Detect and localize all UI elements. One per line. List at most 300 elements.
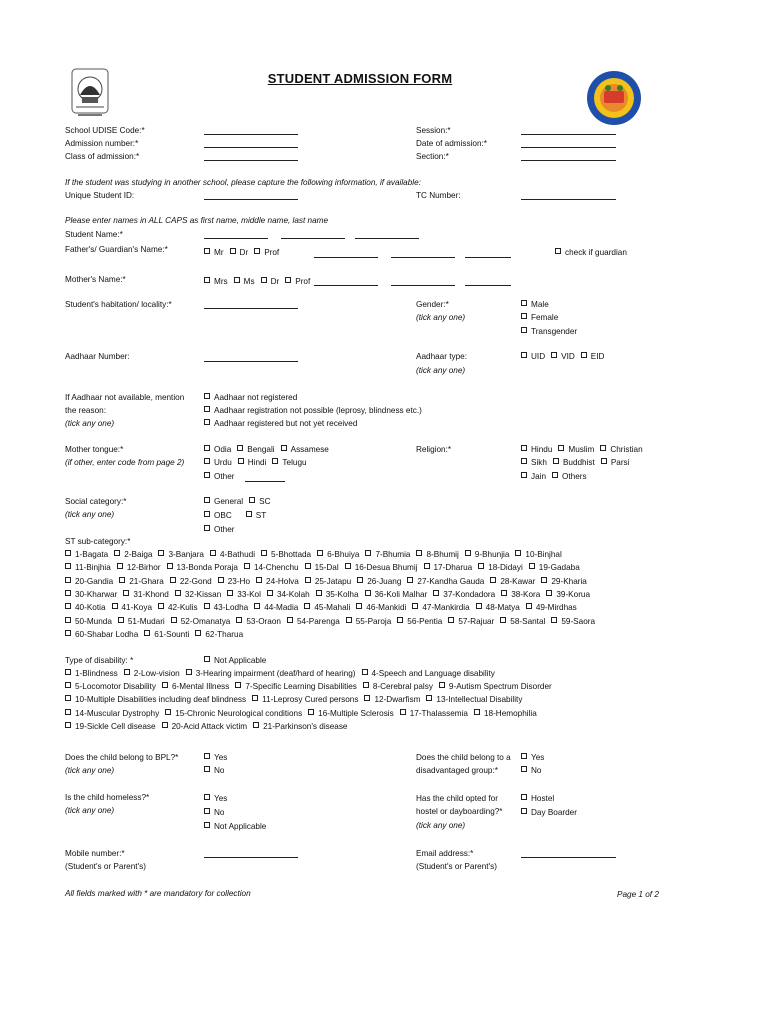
option-row	[65, 617, 601, 627]
checkbox[interactable]	[490, 577, 496, 583]
hostel-option[interactable]	[521, 794, 554, 804]
email-field[interactable]	[521, 857, 616, 858]
checkbox[interactable]	[465, 550, 471, 556]
admission-number-label: Admission number:*	[65, 139, 139, 148]
option-label: 38-Kora	[511, 589, 541, 599]
homeless-yes-option[interactable]	[204, 794, 227, 804]
day-boarder-option[interactable]	[521, 808, 577, 818]
checkbox[interactable]	[316, 590, 322, 596]
option-label: 20-Acid Attack victim	[171, 721, 248, 731]
option-label: 23-Ho	[227, 576, 251, 586]
checkbox[interactable]	[230, 248, 236, 254]
checkbox[interactable]	[365, 590, 371, 596]
checkbox[interactable]	[123, 590, 129, 596]
option-label: Other	[214, 525, 235, 534]
checkbox[interactable]	[238, 458, 244, 464]
checkbox[interactable]	[552, 472, 558, 478]
checkbox[interactable]	[171, 617, 177, 623]
checkbox[interactable]	[474, 709, 480, 715]
option-label: 32-Kissan	[184, 589, 222, 599]
checkbox[interactable]	[204, 277, 210, 283]
checkbox[interactable]	[551, 352, 557, 358]
checkbox[interactable]	[287, 617, 293, 623]
checkbox[interactable]	[308, 709, 314, 715]
option-label: Not Applicable	[214, 822, 267, 831]
option-telugu: Telugu	[282, 458, 307, 467]
date-of-admission-field[interactable]	[521, 147, 616, 148]
checkbox[interactable]	[397, 617, 403, 623]
checkbox[interactable]	[204, 753, 210, 759]
father-name-label: Father's/ Guardian's Name:*	[65, 245, 168, 254]
aadhaar-reason-option-3[interactable]	[204, 419, 357, 429]
checkbox[interactable]	[204, 511, 210, 517]
checkbox[interactable]	[285, 277, 291, 283]
option-label: 51-Mudari	[127, 616, 165, 626]
checkbox[interactable]	[501, 590, 507, 596]
checkbox[interactable]	[65, 630, 71, 636]
option-label: 14-Chenchu	[253, 563, 299, 573]
mother-tongue-other-field[interactable]	[245, 481, 285, 482]
checkbox[interactable]	[521, 753, 527, 759]
option-label: 28-Kawar	[500, 576, 536, 586]
social-category-row-1[interactable]	[204, 497, 277, 507]
checkbox[interactable]	[117, 563, 123, 569]
checkbox[interactable]	[158, 550, 164, 556]
checkbox[interactable]	[521, 766, 527, 772]
checkbox[interactable]	[227, 590, 233, 596]
checkbox[interactable]	[424, 563, 430, 569]
option-vid: VID	[561, 352, 575, 361]
checkbox[interactable]	[244, 563, 250, 569]
gender-female-option[interactable]	[521, 313, 558, 323]
option-label: 18-Didayi	[488, 563, 523, 573]
checkbox[interactable]	[363, 682, 369, 688]
title-mrs: Mrs	[214, 277, 228, 286]
habitation-label: Student's habitation/ locality:*	[65, 300, 172, 309]
checkbox[interactable]	[253, 722, 259, 728]
checkbox[interactable]	[476, 603, 482, 609]
checkbox[interactable]	[65, 669, 71, 675]
option-label: Aadhaar not registered	[214, 393, 298, 402]
title-prof: Prof	[295, 277, 311, 286]
option-label: 3-Banjara	[168, 550, 204, 559]
checkbox[interactable]	[521, 794, 527, 800]
checkbox[interactable]	[195, 630, 201, 636]
bpl-tick-note: (tick any one)	[65, 766, 115, 775]
checkbox[interactable]	[261, 277, 267, 283]
checkbox[interactable]	[500, 617, 506, 623]
checkbox[interactable]	[439, 682, 445, 688]
mobile-owner-note: (Student's or Parent's)	[65, 862, 146, 871]
checkbox[interactable]	[234, 277, 240, 283]
option-label: Aadhaar registered but not yet received	[214, 419, 358, 428]
title-dr: Dr	[239, 248, 249, 257]
checkbox[interactable]	[170, 577, 176, 583]
class-field[interactable]	[204, 160, 298, 161]
bpl-label: Does the child belong to BPL?*	[65, 753, 179, 762]
session-label: Session:*	[416, 126, 451, 135]
checkbox[interactable]	[204, 603, 210, 609]
option-label: 53-Oraon	[246, 616, 281, 626]
checkbox[interactable]	[65, 603, 71, 609]
checkbox[interactable]	[521, 458, 527, 464]
option-eid: EID	[590, 352, 605, 361]
checkbox[interactable]	[204, 794, 210, 800]
checkbox[interactable]	[112, 603, 118, 609]
option-sc: SC	[259, 497, 271, 506]
odisha-emblem-logo	[68, 67, 112, 123]
title-mr: Mr	[214, 248, 224, 257]
bpl-no-option[interactable]	[204, 766, 224, 776]
checkbox[interactable]	[218, 577, 224, 583]
option-label: 8-Bhumij	[426, 550, 459, 559]
checkbox[interactable]	[162, 682, 168, 688]
option-label: 36-Koli Malhar	[374, 589, 428, 599]
page-number: Page 1 of 2	[617, 890, 659, 899]
student-first-name-field[interactable]	[204, 238, 268, 239]
checkbox[interactable]	[256, 577, 262, 583]
option-label: Not Applicable	[214, 656, 267, 665]
checkbox[interactable]	[521, 300, 527, 306]
checkbox[interactable]	[317, 550, 323, 556]
option-label: 1-Bagata	[75, 550, 109, 559]
disadvantaged-label-1: Does the child belong to a	[416, 753, 511, 762]
option-row	[65, 563, 586, 573]
social-category-other-option[interactable]	[204, 525, 234, 535]
checkbox[interactable]	[65, 617, 71, 623]
option-label: 21-Ghara	[129, 576, 164, 586]
email-label: Email address:*	[416, 849, 474, 858]
checkbox[interactable]	[65, 590, 71, 596]
checkbox[interactable]	[601, 458, 607, 464]
option-label: 20-Gandia	[75, 576, 114, 586]
checkbox[interactable]	[204, 656, 210, 662]
checkbox[interactable]	[541, 577, 547, 583]
option-obc: OBC	[214, 511, 232, 520]
option-label: 54-Parenga	[296, 616, 340, 626]
student-last-name-field[interactable]	[355, 238, 419, 239]
title-ms: Ms	[243, 277, 255, 286]
option-label: Female	[531, 313, 559, 322]
checkbox[interactable]	[478, 563, 484, 569]
checkbox[interactable]	[252, 695, 258, 701]
option-label: No	[214, 766, 225, 775]
checkbox[interactable]	[407, 577, 413, 583]
checkbox[interactable]	[204, 472, 210, 478]
father-middle-name-field[interactable]	[391, 257, 455, 258]
checkbox[interactable]	[237, 445, 243, 451]
religion-row-3[interactable]	[521, 472, 593, 482]
social-category-tick-note: (tick any one)	[65, 510, 115, 519]
aadhaar-type-label: Aadhaar type:	[416, 352, 467, 361]
option-label: 41-Koya	[121, 603, 152, 613]
checkbox[interactable]	[357, 577, 363, 583]
option-label: 18-Hemophilia	[483, 708, 537, 718]
mother-tongue-row-2[interactable]	[204, 458, 313, 468]
checkbox[interactable]	[426, 695, 432, 701]
option-label: No	[214, 808, 225, 817]
father-last-name-field[interactable]	[465, 257, 511, 258]
checkbox[interactable]	[204, 822, 210, 828]
option-label: 17-Thalassemia	[409, 708, 468, 718]
student-middle-name-field[interactable]	[281, 238, 345, 239]
checkbox[interactable]	[65, 709, 71, 715]
option-label: 15-Dal	[314, 563, 339, 573]
checkbox[interactable]	[204, 808, 210, 814]
checkbox[interactable]	[364, 695, 370, 701]
section-label: Section:*	[416, 152, 449, 161]
checkbox[interactable]	[167, 563, 173, 569]
religion-row-1[interactable]	[521, 445, 649, 455]
checkbox[interactable]	[433, 590, 439, 596]
option-label: 59-Saora	[561, 616, 596, 626]
checkbox[interactable]	[362, 669, 368, 675]
tc-number-field[interactable]	[521, 199, 616, 200]
option-label: Yes	[214, 794, 228, 803]
session-field[interactable]	[521, 134, 616, 135]
social-category-label: Social category:*	[65, 497, 127, 506]
form-title: STUDENT ADMISSION FORM	[267, 71, 453, 86]
option-label: 56-Pentia	[407, 616, 443, 626]
section-field[interactable]	[521, 160, 616, 161]
father-title-options[interactable]	[204, 248, 285, 258]
checkbox[interactable]	[210, 550, 216, 556]
option-label: 10-Multiple Disabilities including deaf blindness	[75, 695, 247, 705]
checkbox[interactable]	[281, 445, 287, 451]
option-bengali: Bengali	[247, 445, 275, 454]
mother-tongue-row-1[interactable]	[204, 445, 335, 455]
checkbox[interactable]	[204, 406, 210, 412]
social-category-row-2[interactable]	[204, 511, 272, 521]
checkbox[interactable]	[526, 603, 532, 609]
option-assamese: Assamese	[290, 445, 329, 454]
checkbox[interactable]	[400, 709, 406, 715]
mobile-field[interactable]	[204, 857, 298, 858]
option-row	[65, 577, 593, 587]
homeless-label: Is the child homeless?*	[65, 793, 150, 802]
option-label: 55-Paroja	[355, 616, 392, 626]
mother-title-options[interactable]	[204, 277, 316, 287]
checkbox[interactable]	[204, 766, 210, 772]
gender-transgender-option[interactable]	[521, 327, 577, 337]
option-label: 2-Baiga	[124, 550, 153, 559]
checkbox[interactable]	[246, 511, 252, 517]
aadhaar-number-field[interactable]	[204, 361, 298, 362]
checkbox[interactable]	[558, 445, 564, 451]
checkbox[interactable]	[65, 682, 71, 688]
checkbox[interactable]	[521, 808, 527, 814]
option-label: 43-Lodha	[213, 603, 249, 613]
aadhaar-reason-option-1[interactable]	[204, 393, 297, 403]
disadvantaged-no-option[interactable]	[521, 766, 541, 776]
checkbox[interactable]	[555, 248, 561, 254]
option-label: No	[531, 766, 542, 775]
checkbox[interactable]	[521, 472, 527, 478]
checkbox[interactable]	[521, 313, 527, 319]
option-label: 19-Sickle Cell disease	[75, 721, 156, 731]
option-label: 40-Kotia	[75, 603, 106, 613]
checkbox[interactable]	[272, 458, 278, 464]
checkbox[interactable]	[114, 550, 120, 556]
checkbox[interactable]	[204, 458, 210, 464]
checkbox[interactable]	[118, 617, 124, 623]
option-label: 5-Bhottada	[271, 550, 312, 559]
checkbox[interactable]	[65, 563, 71, 569]
option-label: 62-Tharua	[205, 629, 244, 639]
checkbox[interactable]	[551, 617, 557, 623]
class-label: Class of admission:*	[65, 152, 140, 161]
checkbox[interactable]	[65, 722, 71, 728]
option-hindi: Hindi	[247, 458, 267, 467]
habitation-field[interactable]	[204, 308, 298, 309]
option-label: 9-Autism Spectrum Disorder	[448, 682, 552, 692]
udise-field[interactable]	[204, 134, 298, 135]
option-label: 22-Gond	[179, 576, 212, 586]
checkbox[interactable]	[254, 603, 260, 609]
checkbox[interactable]	[204, 525, 210, 531]
checkbox[interactable]	[65, 550, 71, 556]
mobile-label: Mobile number:*	[65, 849, 125, 858]
checkbox[interactable]	[304, 603, 310, 609]
unique-student-id-field[interactable]	[204, 199, 298, 200]
option-label: 35-Kolha	[325, 589, 359, 599]
mother-first-name-field[interactable]	[314, 285, 378, 286]
option-muslim: Muslim	[568, 445, 595, 454]
checkbox[interactable]	[521, 327, 527, 333]
option-jain: Jain	[531, 472, 547, 481]
option-label: 42-Kulis	[168, 603, 198, 613]
checkbox[interactable]	[412, 603, 418, 609]
option-uid: UID	[531, 352, 546, 361]
option-label: 61-Sounti	[154, 629, 190, 639]
checkbox[interactable]	[521, 352, 527, 358]
religion-row-2[interactable]	[521, 458, 635, 468]
option-label: 2-Low-vision	[133, 669, 180, 678]
option-hindu: Hindu	[531, 445, 553, 454]
checkbox[interactable]	[144, 630, 150, 636]
gender-male-option[interactable]	[521, 300, 549, 310]
option-label: 25-Jatapu	[314, 576, 352, 586]
option-label: 37-Kondadora	[443, 589, 496, 599]
checkbox[interactable]	[515, 550, 521, 556]
mother-tongue-other-option[interactable]	[204, 472, 234, 482]
checkbox[interactable]	[546, 590, 552, 596]
option-row	[65, 550, 568, 560]
mother-last-name-field[interactable]	[465, 285, 511, 286]
homeless-not-applicable-option[interactable]	[204, 822, 266, 832]
checkbox[interactable]	[261, 550, 267, 556]
checkbox[interactable]	[365, 550, 371, 556]
option-label: 16-Multiple Sclerosis	[318, 708, 394, 718]
checkbox[interactable]	[600, 445, 606, 451]
checkbox[interactable]	[356, 603, 362, 609]
hostel-label-1: Has the child opted for	[416, 794, 498, 803]
email-owner-note: (Student's or Parent's)	[416, 862, 497, 871]
admission-number-field[interactable]	[204, 147, 298, 148]
check-if-guardian[interactable]	[555, 248, 627, 258]
religion-label: Religion:*	[416, 445, 452, 454]
option-label: 7-Specific Learning Disabilities	[245, 682, 357, 692]
homeless-no-option[interactable]	[204, 808, 224, 818]
checkbox[interactable]	[305, 563, 311, 569]
checkbox[interactable]	[175, 590, 181, 596]
mother-middle-name-field[interactable]	[391, 285, 455, 286]
aadhaar-type-options[interactable]	[521, 352, 610, 362]
checkbox[interactable]	[204, 497, 210, 503]
mother-name-label: Mother's Name:*	[65, 275, 126, 284]
option-label: 58-Santal	[510, 616, 546, 626]
checkbox[interactable]	[235, 682, 241, 688]
checkbox[interactable]	[204, 419, 210, 425]
checkbox[interactable]	[65, 695, 71, 701]
option-label: Transgender	[531, 327, 578, 336]
checkbox[interactable]	[204, 248, 210, 254]
option-label: Day Boarder	[531, 808, 577, 817]
aadhaar-reason-tick-note: (tick any one)	[65, 419, 115, 428]
option-odia: Odia	[214, 445, 232, 454]
option-label: 15-Chronic Neurological conditions	[175, 708, 303, 718]
option-label: 44-Madia	[264, 603, 299, 613]
check-if-guardian-label: check if guardian	[565, 248, 627, 257]
checkbox[interactable]	[416, 550, 422, 556]
checkbox[interactable]	[204, 393, 210, 399]
checkbox[interactable]	[204, 445, 210, 451]
checkbox[interactable]	[521, 445, 527, 451]
tc-number-label: TC Number:	[416, 191, 461, 200]
bpl-yes-option[interactable]	[204, 753, 227, 763]
checkbox[interactable]	[119, 577, 125, 583]
checkbox[interactable]	[581, 352, 587, 358]
footer-note: All fields marked with * are mandatory for collection	[65, 889, 251, 898]
option-label: 26-Juang	[367, 576, 402, 586]
checkbox[interactable]	[267, 590, 273, 596]
checkbox[interactable]	[553, 458, 559, 464]
option-label: 30-Kharwar	[75, 589, 118, 599]
aadhaar-reason-option-2[interactable]	[204, 406, 422, 416]
checkbox[interactable]	[165, 709, 171, 715]
checkbox[interactable]	[529, 563, 535, 569]
checkbox[interactable]	[236, 617, 242, 623]
option-label: 50-Munda	[75, 616, 112, 626]
option-label: 13-Intellectual Disability	[436, 695, 523, 705]
option-sikh: Sikh	[531, 458, 547, 467]
option-label: 24-Holva	[266, 576, 299, 586]
checkbox[interactable]	[345, 563, 351, 569]
checkbox[interactable]	[254, 248, 260, 254]
checkbox[interactable]	[186, 669, 192, 675]
checkbox[interactable]	[448, 617, 454, 623]
option-label: 13-Bonda Poraja	[176, 563, 238, 573]
option-label: 57-Rajuar	[458, 616, 495, 626]
checkbox[interactable]	[65, 577, 71, 583]
option-label: 1-Blindness	[75, 669, 118, 678]
option-label: Male	[531, 300, 549, 309]
option-label: 31-Khond	[133, 589, 169, 599]
checkbox[interactable]	[249, 497, 255, 503]
checkbox[interactable]	[124, 669, 130, 675]
option-label: 33-Kol	[237, 589, 261, 599]
checkbox[interactable]	[305, 577, 311, 583]
checkbox[interactable]	[158, 603, 164, 609]
disability-not-applicable-option[interactable]	[204, 656, 266, 666]
gender-tick-note: (tick any one)	[416, 313, 466, 322]
date-of-admission-label: Date of admission:*	[416, 139, 487, 148]
disadvantaged-yes-option[interactable]	[521, 753, 544, 763]
checkbox[interactable]	[346, 617, 352, 623]
father-first-name-field[interactable]	[314, 257, 378, 258]
checkbox[interactable]	[162, 722, 168, 728]
option-label: 6-Mental Illness	[172, 682, 230, 692]
